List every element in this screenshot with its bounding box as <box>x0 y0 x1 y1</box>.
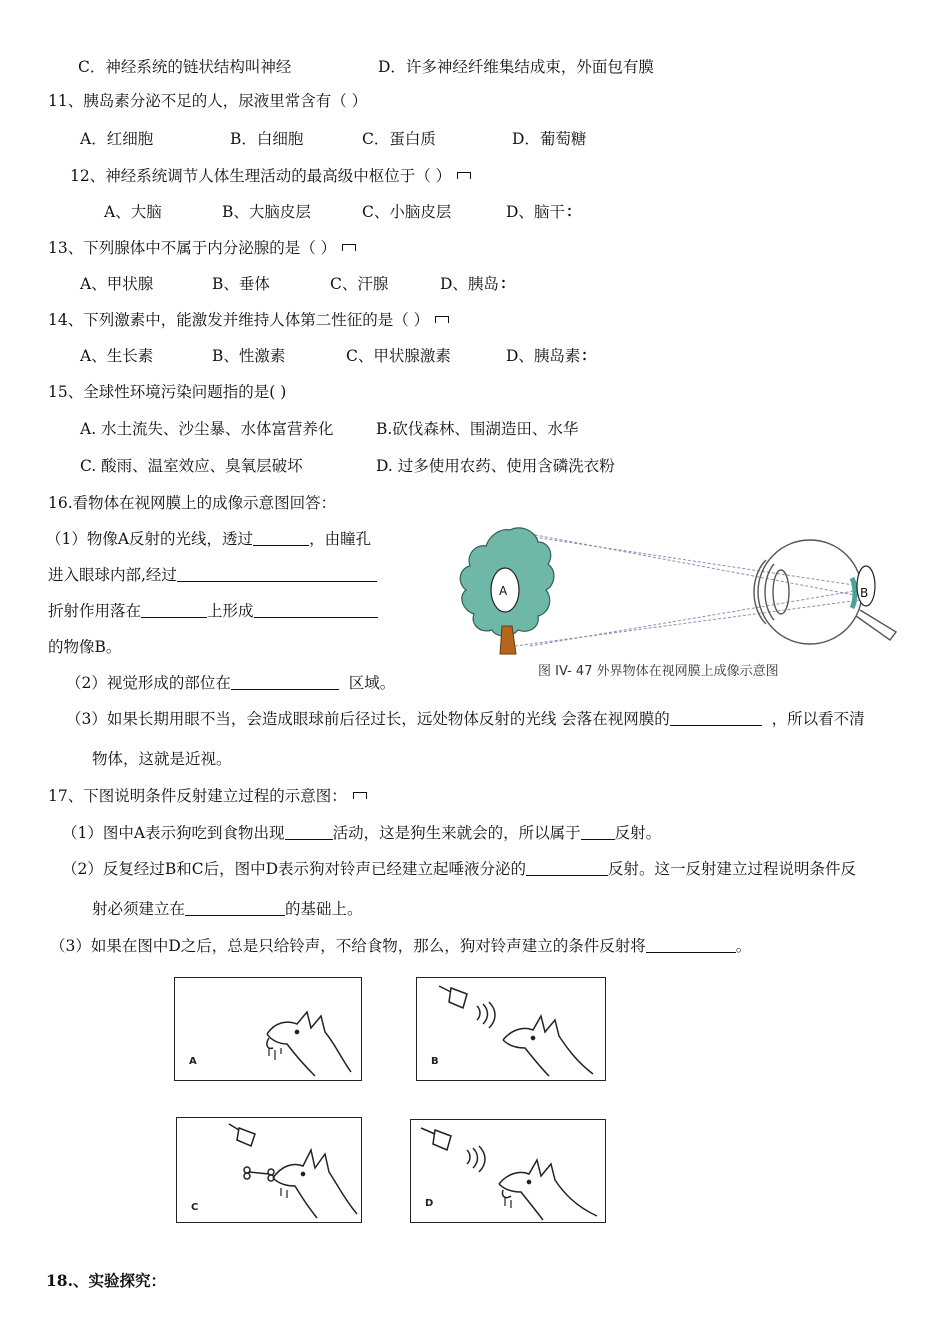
answer-blank[interactable] <box>670 709 762 726</box>
dog-panel-b <box>416 977 606 1081</box>
answer-blank[interactable] <box>254 601 378 618</box>
q16-part1-line2: 进入眼球内部,经过 <box>48 564 377 586</box>
dog-bell-food-drawing <box>177 1118 361 1222</box>
q14-option-d: D、胰岛素 <box>506 345 586 367</box>
q11-option-b: B．白细胞 <box>230 130 304 148</box>
q13-option-b: B、垂体 <box>212 275 270 293</box>
answer-blank[interactable] <box>231 673 339 690</box>
q17-part1: （1）图中A表示狗吃到食物出现 活动，这是狗生来就会的，所以属于 反射。 <box>62 824 662 842</box>
q13-stem: 13、下列腺体中不属于内分泌腺的是（ ） <box>48 237 356 259</box>
label-b: B <box>860 586 869 600</box>
q14-option-a: A、生长素 <box>80 347 154 365</box>
dog-eating-drawing <box>175 978 361 1080</box>
q15-stem: 15、全球性环境污染问题指的是( ) <box>48 383 287 401</box>
q11-option-d: D．葡萄糖 <box>512 130 587 148</box>
dog-bell-drawing <box>417 978 605 1080</box>
dog-panel-d <box>410 1119 606 1223</box>
q17-stem: 17、下图说明条件反射建立过程的示意图： <box>48 785 367 807</box>
q16-part1-line1: （1）物像A反射的光线，透过 ，由瞳孔 <box>46 530 372 548</box>
edit-mark-icon <box>342 244 356 251</box>
q16-stem: 16.看物体在视网膜上的成像示意图回答： <box>48 494 337 512</box>
q12-option-a: A、大脑 <box>104 203 162 221</box>
q15-option-a: A. 水土流失、沙尘暴、水体富营养化 <box>80 420 334 438</box>
svg-text:D: D <box>425 1198 434 1209</box>
q12-option-c: C、小脑皮层 <box>362 203 452 221</box>
q14-stem: 14、下列激素中，能激发并维持人体第二性征的是（ ） <box>48 309 449 331</box>
q13-option-d: D、胰岛 <box>440 273 505 295</box>
q13-option-a: A、甲状腺 <box>80 275 154 293</box>
answer-blank[interactable] <box>285 823 333 840</box>
dog-panel-a <box>174 977 362 1081</box>
answer-blank[interactable] <box>253 529 309 546</box>
svg-text:A: A <box>189 1056 197 1067</box>
q16-part1-line4: 的物像B。 <box>48 638 122 656</box>
edit-mark-icon <box>435 316 449 323</box>
q11-option-c: C．蛋白质 <box>362 130 436 148</box>
q12-stem: 12、神经系统调节人体生理活动的最高级中枢位于（ ） <box>70 165 471 187</box>
paragraph-dots-icon <box>583 350 586 362</box>
dog-bell-salivating-drawing <box>411 1120 605 1222</box>
answer-blank[interactable] <box>177 565 377 582</box>
q17-part3: （3）如果在图中D之后，总是只给铃声，不给食物，那么，狗对铃声建立的条件反射将 。 <box>50 937 752 955</box>
q14-option-c: C、甲状腺激素 <box>346 347 451 365</box>
q15-option-c: C. 酸雨、温室效应、臭氧层破坏 <box>80 457 303 475</box>
q15-option-b: B.砍伐森林、围湖造田、水华 <box>376 420 579 438</box>
q11-option-a: A．红细胞 <box>80 130 154 148</box>
paragraph-dots-icon <box>568 206 571 218</box>
q16-part3-line2: 物体，这就是近视。 <box>92 750 232 768</box>
q10-option-c: C．神经系统的链状结构叫神经 <box>78 58 292 76</box>
q17-part2-line1: （2）反复经过B和C后，图中D表示狗对铃声已经建立起唾液分泌的 反射。这一反射建立过程说明条件反 <box>62 860 857 878</box>
paragraph-dots-icon <box>502 278 505 290</box>
q10-option-d: D．许多神经纤维集结成束，外面包有膜 <box>378 58 654 76</box>
answer-blank[interactable] <box>646 936 736 953</box>
edit-mark-icon <box>457 172 471 179</box>
q18-title: 18.、实验探究： <box>46 1271 166 1290</box>
q16-part1-line3: 折射作用落在 上形成 <box>48 600 378 622</box>
q11-stem: 11、胰岛素分泌不足的人，尿液里常含有（ ） <box>48 92 368 110</box>
figure-caption: 图 IV- 47 外界物体在视网膜上成像示意图 <box>538 664 779 679</box>
edit-mark-icon <box>353 792 367 799</box>
q16-part3-line1: （3）如果长期用眼不当，会造成眼球前后径过长，远处物体反射的光线 会落在视网膜的 ，所以看不清 <box>66 710 865 728</box>
svg-text:C: C <box>191 1202 199 1213</box>
label-a: A <box>499 584 508 598</box>
q16-part2: （2）视觉形成的部位在 区域。 <box>66 674 396 692</box>
answer-blank[interactable] <box>185 899 285 916</box>
answer-blank[interactable] <box>526 859 608 876</box>
q14-option-b: B、性激素 <box>212 347 286 365</box>
q17-part2-line2: 射必须建立在 的基础上。 <box>92 900 363 918</box>
retina-image <box>852 578 855 608</box>
q12-option-d: D、脑干 <box>506 201 571 223</box>
q12-option-b: B、大脑皮层 <box>222 203 311 221</box>
q15-option-d: D. 过多使用农药、使用含磷洗衣粉 <box>376 457 615 475</box>
answer-blank[interactable] <box>141 601 207 618</box>
dog-panel-c <box>176 1117 362 1223</box>
svg-text:B: B <box>431 1056 439 1067</box>
answer-blank[interactable] <box>581 823 615 840</box>
q13-option-c: C、汗腺 <box>330 275 389 293</box>
